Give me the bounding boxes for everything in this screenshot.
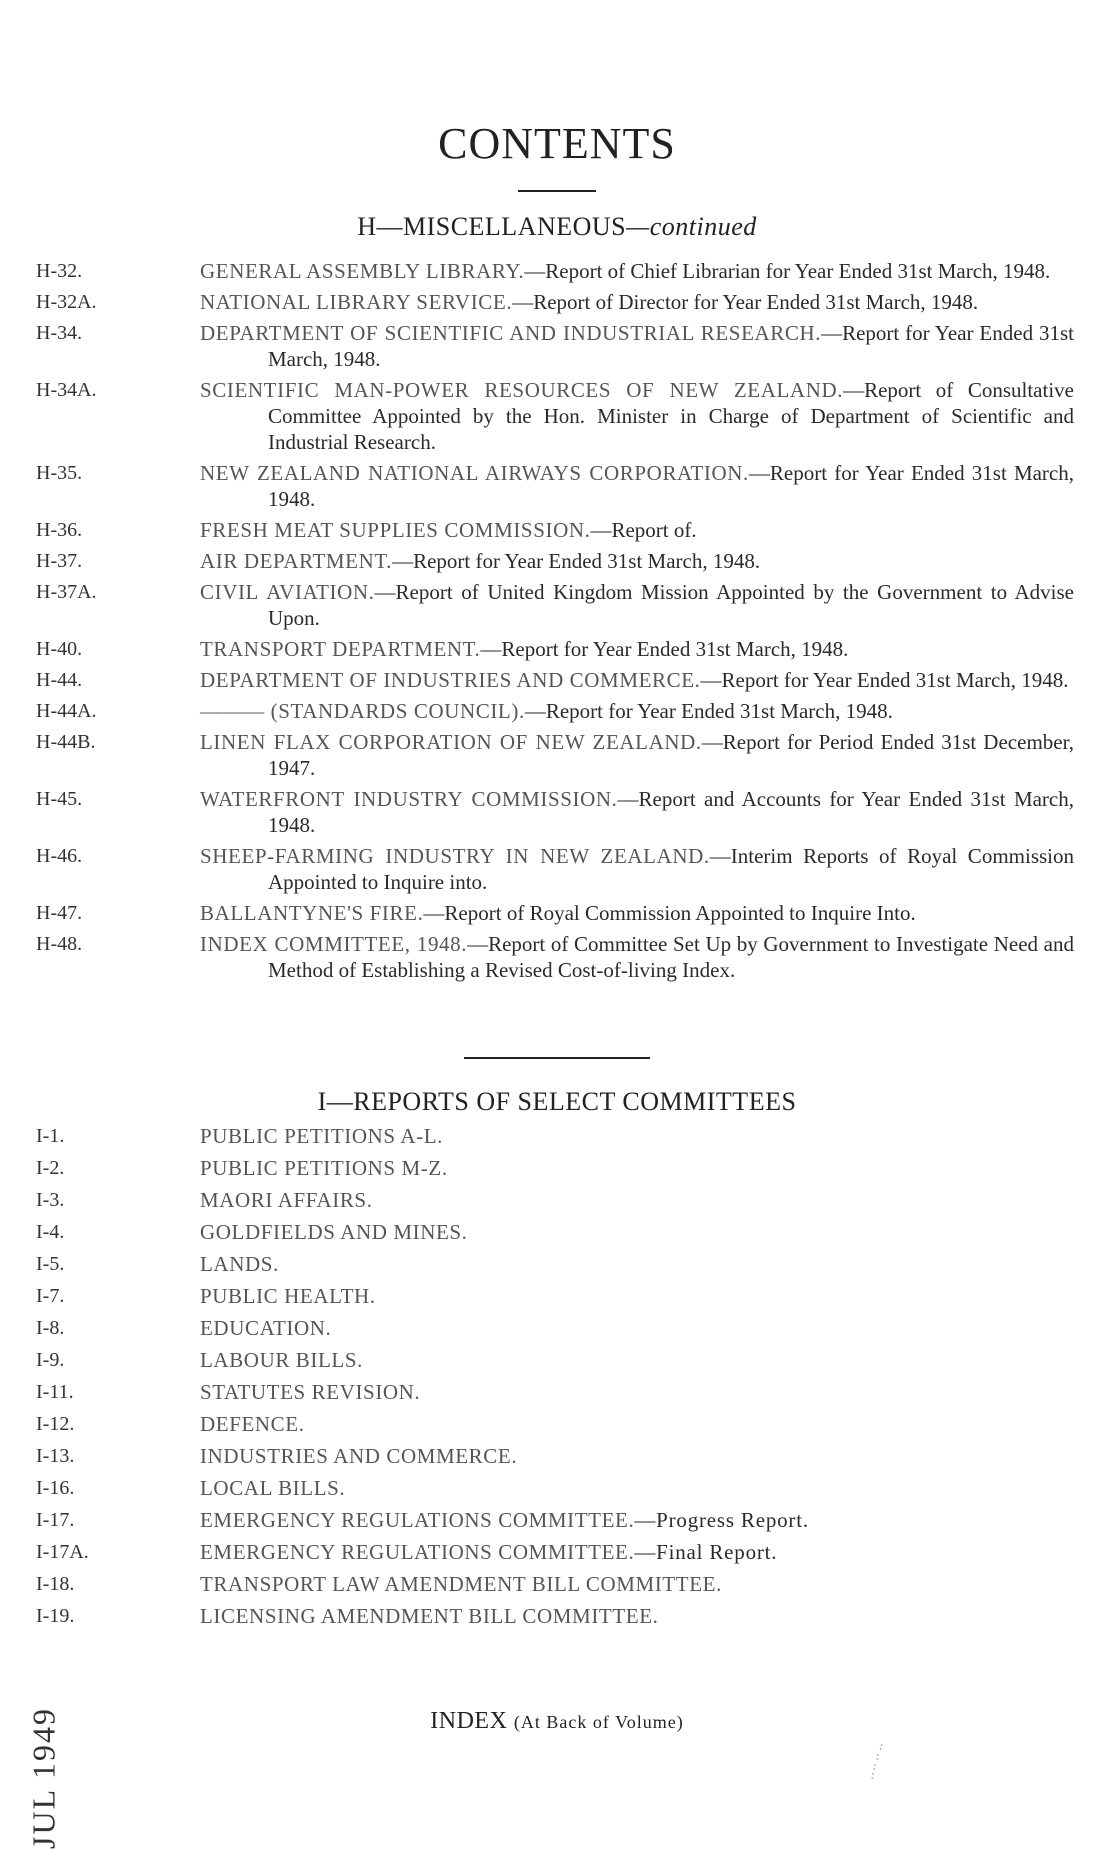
entry-code: I-7. (36, 1285, 65, 1307)
entry-title: INDEX COMMITTEE, 1948. (200, 932, 468, 956)
entry-title: FRESH MEAT SUPPLIES COMMISSION. (200, 518, 591, 542)
entry-description: —Report of Chief Librarian for Year Ended 31st March, 1948. (524, 259, 1051, 283)
entry-title: DEFENCE. (200, 1412, 305, 1436)
contents-entry (0, 1219, 1114, 1245)
index-location: (At Back of Volume) (513, 1712, 684, 1732)
entry-code: H-37A. (36, 581, 97, 603)
entry-title: SCIENTIFIC MAN-POWER RESOURCES OF NEW ZEALAND. (200, 378, 844, 402)
entry-title: MAORI AFFAIRS. (200, 1188, 373, 1212)
entry-code: H-32A. (36, 291, 97, 313)
entry-description: —Report of Director for Year Ended 31st March, 1948. (512, 290, 979, 314)
entry-code: H-34A. (36, 379, 97, 401)
entry-code: I-3. (36, 1189, 65, 1211)
section-h-heading-continued: —continued (626, 212, 757, 241)
entry-description: —Interim Reports of Royal Commission Appointed to Inquire into. (268, 844, 1074, 894)
contents-entry (0, 1507, 1114, 1533)
entry-text (200, 1507, 1074, 1533)
entry-title: ——— (STANDARDS COUNCIL). (200, 699, 525, 723)
entry-text (200, 1187, 1074, 1213)
entry-description: —Report for Year Ended 31st March, 1948. (392, 549, 761, 573)
entry-text (200, 258, 1074, 284)
entry-text (200, 377, 1074, 455)
entry-code: I-16. (36, 1477, 75, 1499)
entry-text (200, 698, 1074, 724)
entry-title: NATIONAL LIBRARY SERVICE. (200, 290, 513, 314)
entry-text (200, 1347, 1074, 1373)
entry-text (200, 1603, 1074, 1629)
entry-text (200, 843, 1074, 895)
entry-code: H-37. (36, 550, 83, 572)
entry-description: —Report of Committee Set Up by Government to Investigate Need and Method of Establishing a Revised Cost-of-living Index. (268, 932, 1074, 982)
entry-text (200, 1475, 1074, 1501)
entry-title: DEPARTMENT OF INDUSTRIES AND COMMERCE. (200, 668, 701, 692)
entry-description: —Final Report. (634, 1540, 778, 1564)
contents-entry (0, 900, 1114, 926)
entry-description: —Report for Year Ended 31st March, 1948. (700, 668, 1069, 692)
index-note (0, 1708, 1114, 1735)
contents-entry (0, 1539, 1114, 1565)
section-h-heading (0, 212, 1114, 242)
entry-code: I-1. (36, 1125, 65, 1147)
entry-code: H-48. (36, 933, 83, 955)
contents-entry (0, 729, 1114, 781)
contents-entry (0, 1411, 1114, 1437)
contents-entry (0, 698, 1114, 724)
entry-code: H-46. (36, 845, 83, 867)
contents-entry (0, 579, 1114, 631)
entry-text (200, 1443, 1074, 1469)
contents-entry (0, 460, 1114, 512)
entry-text (200, 1315, 1074, 1341)
entry-code: I-17A. (36, 1541, 89, 1563)
entry-text (200, 1539, 1074, 1565)
entry-code: H-32. (36, 260, 83, 282)
contents-entry (0, 931, 1114, 983)
entry-code: I-12. (36, 1413, 75, 1435)
contents-entry (0, 1283, 1114, 1309)
entry-title: TRANSPORT DEPARTMENT. (200, 637, 481, 661)
entry-title: CIVIL AVIATION. (200, 580, 375, 604)
entry-text (200, 1379, 1074, 1405)
entry-text (200, 1411, 1074, 1437)
entry-code: I-17. (36, 1509, 75, 1531)
entry-description: —Report of United Kingdom Mission Appointed by the Government to Advise Upon. (268, 580, 1074, 630)
entry-code: I-9. (36, 1349, 65, 1371)
entry-text (200, 289, 1074, 315)
contents-entry (0, 1251, 1114, 1277)
contents-entry (0, 517, 1114, 543)
entry-code: I-13. (36, 1445, 75, 1467)
contents-entry (0, 636, 1114, 662)
entry-description: —Report for Year Ended 31st March, 1948. (524, 699, 893, 723)
entry-title: GENERAL ASSEMBLY LIBRARY. (200, 259, 525, 283)
contents-entry (0, 786, 1114, 838)
entry-text (200, 786, 1074, 838)
entry-title: SHEEP-FARMING INDUSTRY IN NEW ZEALAND. (200, 844, 710, 868)
contents-entry (0, 1571, 1114, 1597)
entry-text (200, 579, 1074, 631)
entry-description: —Report for Year Ended 31st March, 1948. (480, 637, 849, 661)
section-i-heading: I—REPORTS OF SELECT COMMITTEES (317, 1087, 797, 1116)
entry-code: H-44. (36, 669, 83, 691)
entry-text (200, 900, 1074, 926)
contents-entry (0, 377, 1114, 455)
entry-code: I-18. (36, 1573, 75, 1595)
entry-code: I-2. (36, 1157, 65, 1179)
entry-title: LOCAL BILLS. (200, 1476, 346, 1500)
contents-entry (0, 1187, 1114, 1213)
entry-title: INDUSTRIES AND COMMERCE. (200, 1444, 518, 1468)
entry-code: I-11. (36, 1381, 74, 1403)
entry-code: H-36. (36, 519, 83, 541)
entry-title: LICENSING AMENDMENT BILL COMMITTEE. (200, 1604, 659, 1628)
section-h-list (0, 258, 1114, 988)
entry-title: LANDS. (200, 1252, 279, 1276)
entry-title: GOLDFIELDS AND MINES. (200, 1220, 468, 1244)
entry-text (200, 1219, 1074, 1245)
entry-title: PUBLIC PETITIONS M-Z. (200, 1156, 448, 1180)
entry-description: —Report for Year Ended 31st March, 1948. (268, 321, 1075, 371)
contents-entry (0, 320, 1114, 372)
entry-title: STATUTES REVISION. (200, 1380, 421, 1404)
entry-description: —Report and Accounts for Year Ended 31st March, 1948. (268, 787, 1074, 837)
entry-code: H-34. (36, 322, 83, 344)
contents-entry (0, 1379, 1114, 1405)
entry-text (200, 1571, 1074, 1597)
entry-code: H-44A. (36, 700, 97, 722)
entry-description: —Report of Royal Commission Appointed to Inquire Into. (423, 901, 916, 925)
entry-text (200, 636, 1074, 662)
entry-title: LINEN FLAX CORPORATION OF NEW ZEALAND. (200, 730, 702, 754)
index-word: INDEX (430, 1708, 508, 1734)
entry-title: AIR DEPARTMENT. (200, 549, 393, 573)
contents-entry (0, 289, 1114, 315)
contents-entry (0, 548, 1114, 574)
entry-text (200, 729, 1074, 781)
entry-code: H-40. (36, 638, 83, 660)
entry-title: PUBLIC PETITIONS A-L. (200, 1124, 444, 1148)
entry-title: EMERGENCY REGULATIONS COMMITTEE. (200, 1540, 635, 1564)
contents-entry (0, 1603, 1114, 1629)
entry-title: PUBLIC HEALTH. (200, 1284, 376, 1308)
entry-title: LABOUR BILLS. (200, 1348, 363, 1372)
entry-title: TRANSPORT LAW AMENDMENT BILL COMMITTEE. (200, 1572, 722, 1596)
entry-code: H-35. (36, 462, 83, 484)
entry-text (200, 517, 1074, 543)
entry-code: H-45. (36, 788, 83, 810)
date-stamp-text: JUL 1949 (25, 1707, 62, 1849)
entry-code: I-4. (36, 1221, 65, 1243)
entry-text (200, 1283, 1074, 1309)
contents-entry (0, 1475, 1114, 1501)
entry-text (200, 1251, 1074, 1277)
contents-entry (0, 1315, 1114, 1341)
page-title: CONTENTS (438, 119, 676, 168)
entry-text (200, 667, 1074, 693)
entry-text (200, 1123, 1074, 1149)
entry-title: WATERFRONT INDUSTRY COMMISSION. (200, 787, 618, 811)
entry-text (200, 1155, 1074, 1181)
entry-description: —Report of. (590, 518, 697, 542)
entry-description: —Report for Year Ended 31st March, 1948. (268, 461, 1074, 511)
entry-description: —Report of Consultative Committee Appointed by the Hon. Minister in Charge of Department of Scientific and Industrial Research. (268, 378, 1074, 454)
contents-entry (0, 843, 1114, 895)
ink-speck-mark (868, 1742, 888, 1782)
contents-entry (0, 1347, 1114, 1373)
entry-title: BALLANTYNE'S FIRE. (200, 901, 424, 925)
entry-title: EMERGENCY REGULATIONS COMMITTEE. (200, 1508, 635, 1532)
entry-code: H-44B. (36, 731, 96, 753)
entry-description: —Progress Report. (634, 1508, 809, 1532)
date-stamp (22, 1707, 66, 1849)
contents-entry (0, 258, 1114, 284)
entry-title: DEPARTMENT OF SCIENTIFIC AND INDUSTRIAL RESEARCH. (200, 321, 822, 345)
entry-description: —Report for Period Ended 31st December, 1947. (268, 730, 1074, 780)
entry-code: I-8. (36, 1317, 65, 1339)
entry-text (200, 320, 1074, 372)
entry-code: H-47. (36, 902, 83, 924)
entry-text (200, 548, 1074, 574)
section-h-heading-main: H—MISCELLANEOUS (357, 212, 627, 241)
section-divider (464, 1057, 650, 1059)
contents-entry (0, 1443, 1114, 1469)
entry-text (200, 460, 1074, 512)
entry-code: I-5. (36, 1253, 65, 1275)
entry-text (200, 931, 1074, 983)
section-i-list (0, 1123, 1114, 1635)
title-rule (518, 190, 596, 192)
entry-code: I-19. (36, 1605, 75, 1627)
contents-entry (0, 667, 1114, 693)
contents-entry (0, 1123, 1114, 1149)
entry-title: EDUCATION. (200, 1316, 332, 1340)
contents-entry (0, 1155, 1114, 1181)
entry-title: NEW ZEALAND NATIONAL AIRWAYS CORPORATION. (200, 461, 749, 485)
